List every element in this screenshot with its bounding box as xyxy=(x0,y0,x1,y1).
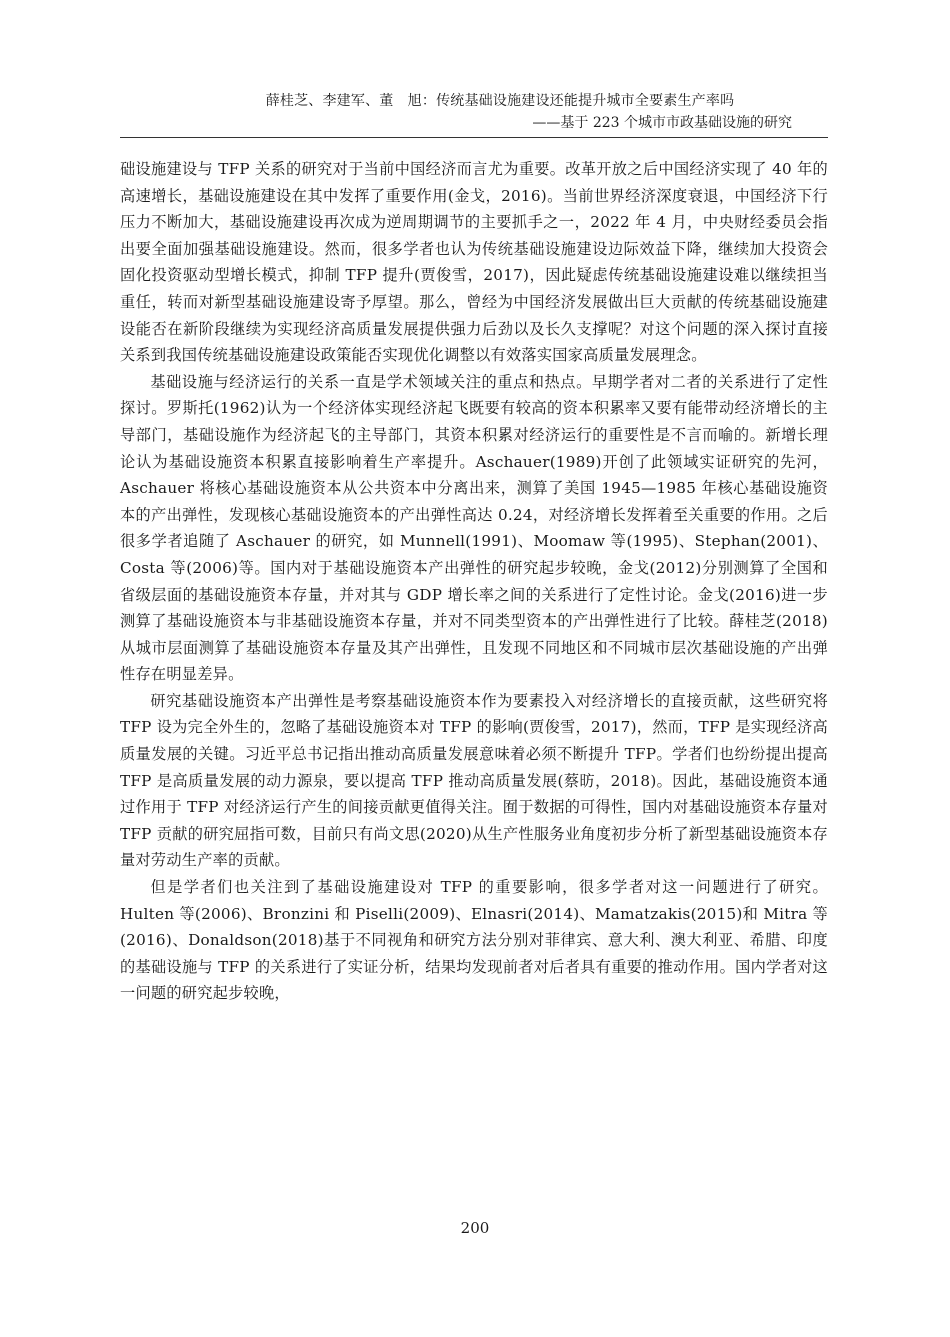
header-title: 薛桂芝、李建军、董 旭：传统基础设施建设还能提升城市全要素生产率吗 xyxy=(265,93,735,109)
article-body xyxy=(120,156,828,1007)
header-subtitle: ——基于 223 个城市市政基础设施的研究 xyxy=(532,115,792,131)
header-rule xyxy=(120,137,828,138)
paragraph-3: 研究基础设施资本产出弹性是考察基础设施资本作为要素投入对经济增长的直接贡献，这些研究将 TFP 设为完全外生的，忽略了基础设施资本对 TFP 的影响(贾俊雪，2017)，然而，TFP 是实现经济高质量发展的关键。习近平总书记指出推动高质量发展意味着必须不断提升 TFP。学者们也纷纷提出提高 TFP 是高质量发展的动力源泉，要以提高 TFP 推动高质量发展(蔡昉，2018)。因此，基础设施资本通过作用于 TFP 对经济运行产生的间接贡献更值得关注。囿于数据的可得性，国内对基础设施资本存量对 TFP 贡献的研究屈指可数，目前只有尚文思(2020)从生产性服务业角度初步分析了新型基础设施资本存量对劳动生产率的贡献。 xyxy=(120,691,828,870)
page-number: 200 xyxy=(460,1219,490,1237)
paragraph-2: 基础设施与经济运行的关系一直是学术领域关注的重点和热点。早期学者对二者的关系进行了定性探讨。罗斯托(1962)认为一个经济体实现经济起飞既要有较高的资本积累率又要有能带动经济增长的主导部门，基础设施作为经济起飞的主导部门，其资本积累对经济运行的重要性是不言而喻的。新增长理论认为基础设施资本积累直接影响着生产率提升。Aschauer(1989)开创了此领域实证研究的先河，Aschauer 将核心基础设施资本从公共资本中分离出来，测算了美国 1945—1985 年核心基础设施资本的产出弹性，发现核心基础设施资本的产出弹性高达 0.24，对经济增长发挥着至关重要的作用。之后很多学者追随了 Aschauer 的研究，如 Munnell(1991)、Moomaw 等(1995)、Stephan(2001)、Costa 等(2006)等。国内对于基础设施资本产出弹性的研究起步较晚，金戈(2012)分别测算了全国和省级层面的基础设施资本存量，并对其与 GDP 增长率之间的关系进行了定性讨论。金戈(2016)进一步测算了基础设施资本与非基础设施资本存量，并对不同类型资本的产出弹性进行了比较。薛桂芝(2018)从城市层面测算了基础设施资本存量及其产出弹性，且发现不同地区和不同城市层次基础设施的产出弹性存在明显差异。 xyxy=(120,372,828,684)
running-header xyxy=(120,90,828,142)
paragraph-1: 础设施建设与 TFP 关系的研究对于当前中国经济而言尤为重要。改革开放之后中国经济实现了 40 年的高速增长，基础设施建设在其中发挥了重要作用(金戈，2016)。当前世界经济深度衰退，中国经济下行压力不断加大，基础设施建设再次成为逆周期调节的主要抓手之一，2022 年 4 月，中央财经委员会指出要全面加强基础设施建设。然而，很多学者也认为传统基础设施建设边际效益下降，继续加大投资会固化投资驱动型增长模式，抑制 TFP 提升(贾俊雪，2017)，因此疑虑传统基础设施建设难以继续担当重任，转而对新型基础设施建设寄予厚望。那么，曾经为中国经济发展做出巨大贡献的传统基础设施建设能否在新阶段继续为实现经济高质量发展提供强力后劲以及长久支撑呢？对这个问题的深入探讨直接关系到我国传统基础设施建设政策能否实现优化调整以有效落实国家高质量发展理念。 xyxy=(120,160,828,365)
paragraph-4: 但是学者们也关注到了基础设施建设对 TFP 的重要影响，很多学者对这一问题进行了研究。Hulten 等(2006)、Bronzini 和 Piselli(2009)、Elnasri(2014)、Mamatzakis(2015)和 Mitra 等(2016)、Donaldson(2018)基于不同视角和研究方法分别对菲律宾、意大利、澳大利亚、希腊、印度的基础设施与 TFP 的关系进行了实证分析，结果均发现前者对后者具有重要的推动作用。国内学者对这一问题的研究起步较晚， xyxy=(120,878,828,1003)
